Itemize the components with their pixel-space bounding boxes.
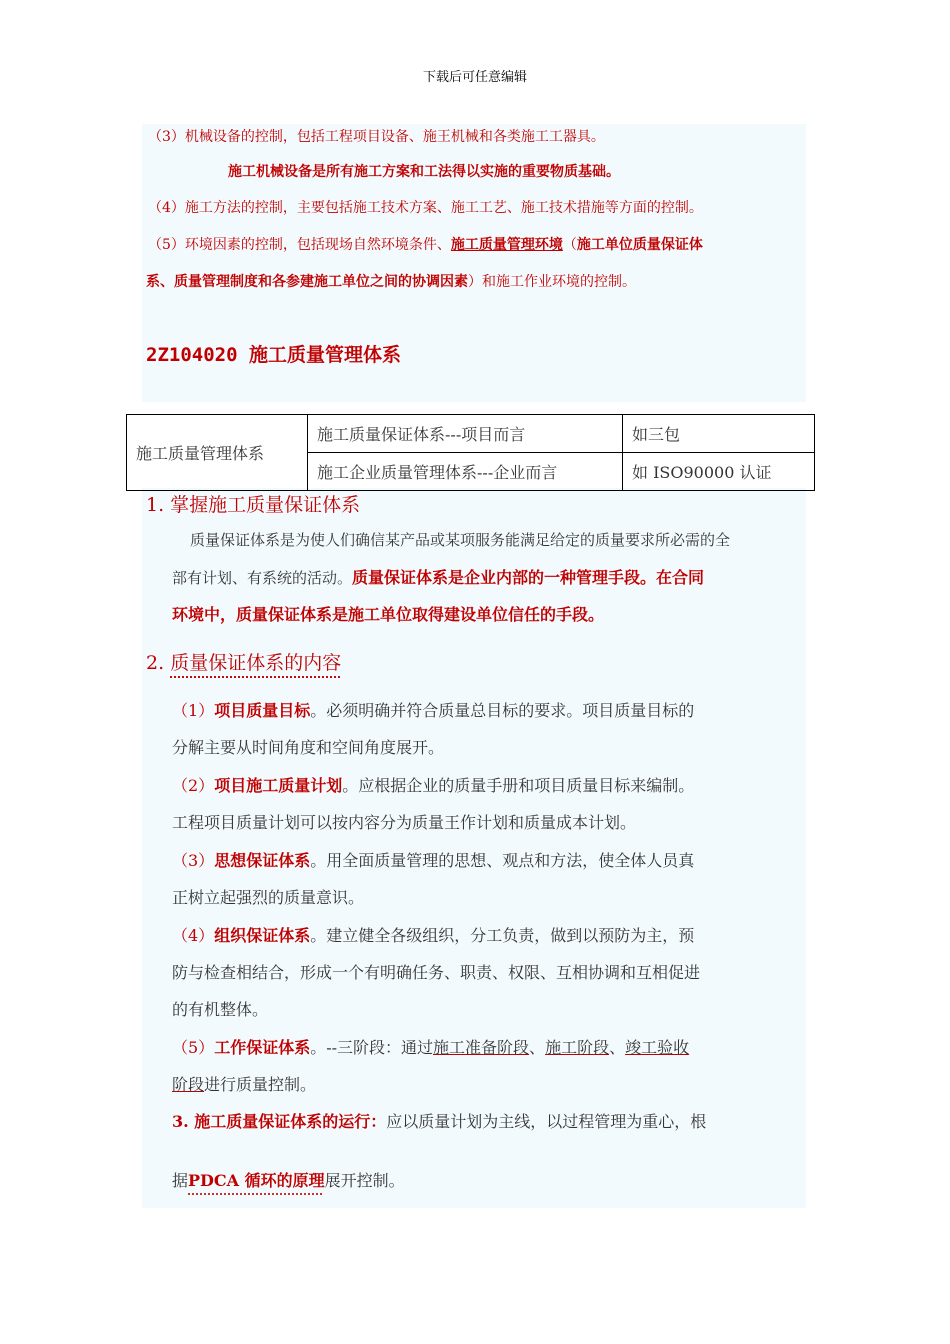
- s2-item3-cont: 正树立起强烈的质量意识。: [172, 888, 365, 907]
- s2-item2: （2）项目施工质量计划。应根据企业的质量手册和项目质量目标来编制。: [172, 776, 695, 795]
- s2-item4: （4）组织保证体系。建立健全各级组织，分工负责，做到以预防为主，预: [172, 926, 695, 945]
- s3-title: 3. 施工质量保证体系的运行：应以质量计划为主线，以过程管理为重心，根: [172, 1112, 707, 1131]
- s2-item1-cont: 分解主要从时间角度和空间角度展开。: [172, 738, 445, 757]
- s1-para-line2: 部有计划、有系统的活动。质量保证体系是企业内部的一种管理手段。在合同: [172, 568, 705, 587]
- s2-item4-cont2: 的有机整体。: [172, 1000, 269, 1019]
- table-cell-system: 施工质量保证体系---项目而言: [308, 415, 623, 453]
- s2-item2-cont: 工程项目质量计划可以按内容分为质量王作计划和质量成本计划。: [172, 813, 637, 832]
- table-cell-example: 如三包: [623, 415, 815, 453]
- machinery-emphasis: 施工机械设备是所有施工方案和工法得以实施的重要物质基础。: [228, 164, 620, 180]
- s2-item5: （5）工作保证体系。--三阶段：通过施工准备阶段、施工阶段、竣工验收: [172, 1038, 690, 1057]
- item-environment-cont: 系、质量管理制度和各参建施工单位之间的协调因素）和施工作业环境的控制。: [146, 274, 636, 290]
- table-cell-example: 如 ISO90000 认证: [623, 453, 815, 491]
- item-method: （4）施工方法的控制，主要包括施工技术方案、施工工艺、施工技术措施等方面的控制。: [148, 200, 703, 216]
- s2-item5-cont: 阶段进行质量控制。: [172, 1075, 317, 1094]
- section-title: 2Z104020 施工质量管理体系: [146, 344, 401, 366]
- s2-item4-cont: 防与检查相结合，形成一个有明确任务、职责、权限、互相协调和互相促进: [172, 963, 701, 982]
- s1-para-line3: 环境中，质量保证体系是施工单位取得建设单位信任的手段。: [172, 605, 605, 624]
- page-header: 下载后可任意编辑: [422, 70, 527, 85]
- s2-item1: （1）项目质量目标。必须明确并符合质量总目标的要求。项目质量目标的: [172, 701, 695, 720]
- s1-para-line1: 质量保证体系是为使人们确信某产品或某项服务能满足给定的质量要求所必需的全: [190, 531, 731, 549]
- table-row-header: 施工质量管理体系: [127, 415, 308, 491]
- item-machinery: （3）机械设备的控制，包括工程项目设备、施王机械和各类施工工器具。: [148, 129, 605, 145]
- s2-item3: （3）思想保证体系。用全面质量管理的思想、观点和方法，使全体人员真: [172, 851, 695, 870]
- quality-system-table: [126, 414, 815, 491]
- s1-title: 1. 掌握施工质量保证体系: [146, 494, 361, 516]
- item-environment: （5）环境因素的控制，包括现场自然环境条件、施工质量管理环境（施工单位质量保证体: [148, 237, 703, 253]
- s2-title: 2. 质量保证体系的内容: [146, 652, 342, 674]
- table-cell-system: 施工企业质量管理体系---企业而言: [308, 453, 623, 491]
- s3-cont: 据PDCA 循环的原理展开控制。: [172, 1171, 405, 1190]
